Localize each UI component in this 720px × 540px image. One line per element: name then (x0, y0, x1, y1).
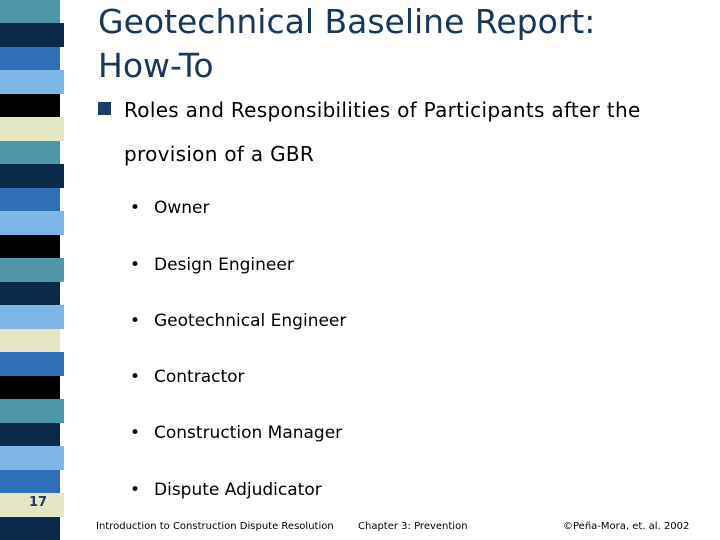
stripe-band (0, 258, 64, 282)
stripe-band (0, 282, 60, 306)
list-item (130, 309, 346, 333)
list-item-label: Design Engineer (154, 255, 294, 275)
dot-bullet-icon: • (130, 311, 141, 331)
stripe-band (0, 94, 60, 118)
stripe-band (0, 376, 60, 400)
stripe-band (0, 305, 64, 329)
stripe-band (0, 352, 64, 376)
stripe-band (0, 399, 64, 423)
dot-bullet-icon: • (130, 480, 141, 500)
stripe-band (0, 164, 64, 188)
stripe-band (0, 329, 60, 353)
list-item (130, 196, 210, 220)
stripe-band (0, 70, 64, 94)
title-line-1: Geotechnical Baseline Report: (98, 2, 596, 41)
dot-bullet-icon: • (130, 367, 141, 387)
footer-copyright: ©Peña-Mora, et. al. 2002 (563, 521, 690, 532)
slide-title (98, 0, 698, 88)
list-item (130, 478, 322, 502)
dot-bullet-icon: • (130, 423, 141, 443)
list-item-label: Contractor (154, 367, 245, 387)
stripe-band (0, 423, 60, 447)
list-item (130, 421, 342, 445)
stripe-band (0, 141, 60, 165)
stripe-band (0, 470, 60, 494)
decorative-stripe-bar (0, 0, 68, 540)
title-line-2: How-To (98, 46, 214, 85)
stripe-band (0, 23, 64, 47)
list-item (130, 365, 245, 389)
list-item-label: Geotechnical Engineer (154, 311, 347, 331)
stripe-band (0, 117, 64, 141)
stripe-band (0, 211, 64, 235)
stripe-band (0, 47, 60, 71)
main-bullet-text: Roles and Responsibilities of Participants after the provision of a GBR (124, 98, 641, 166)
list-item (130, 253, 294, 277)
dot-bullet-icon: • (130, 255, 141, 275)
stripe-band (0, 0, 60, 24)
stripe-band (0, 188, 60, 212)
list-item-label: Dispute Adjudicator (154, 480, 322, 500)
dot-bullet-icon: • (130, 198, 141, 218)
footer-course: Introduction to Construction Dispute Resolution (96, 521, 334, 532)
stripe-band (0, 446, 64, 470)
stripe-band (0, 517, 60, 540)
slide-number: 17 (29, 495, 48, 510)
stripe-band (0, 235, 60, 259)
list-item-label: Construction Manager (154, 423, 343, 443)
square-bullet-icon (98, 102, 111, 115)
list-item-label: Owner (154, 198, 210, 218)
footer-chapter: Chapter 3: Prevention (358, 521, 468, 532)
